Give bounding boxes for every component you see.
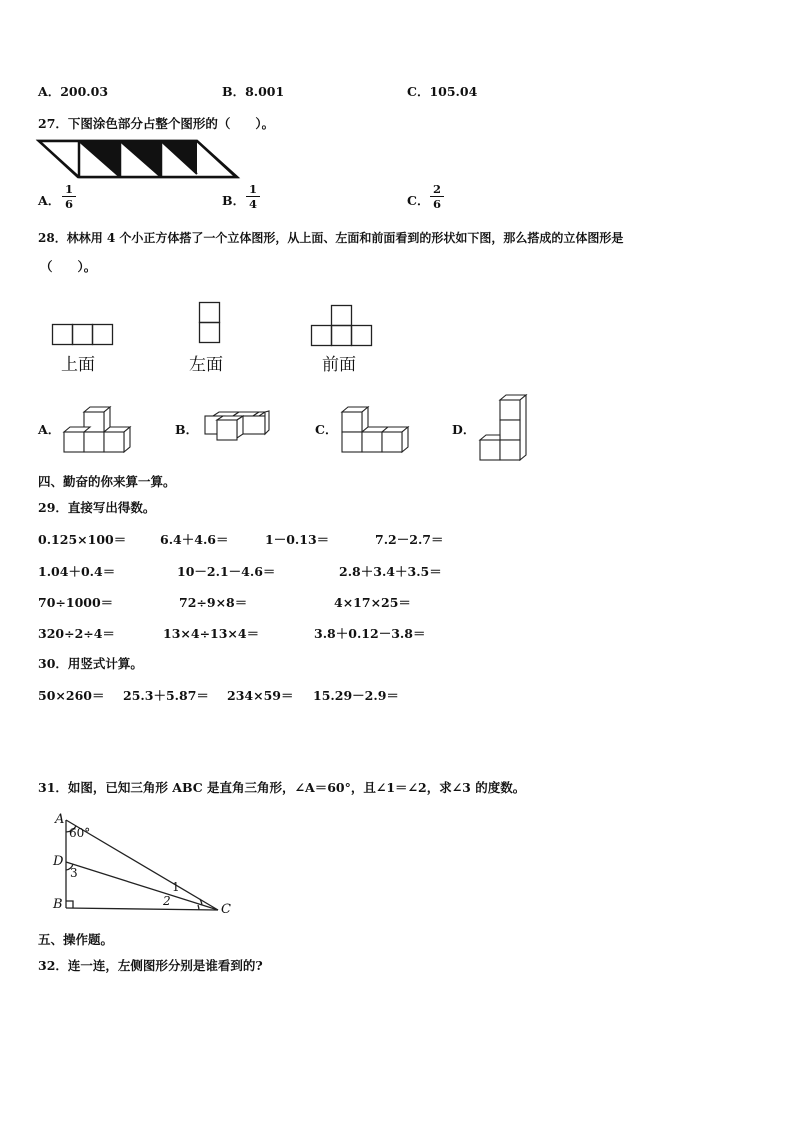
q29-r2-c3: 2.8＋3.4＋3.5＝ (339, 564, 442, 579)
q28-option-c-label: C． (315, 422, 338, 437)
q29-r1-c3: 1－0.13＝ (265, 532, 330, 547)
q26-option-b: B．8.001 (222, 84, 285, 99)
q31-label-2: 2 (163, 894, 171, 908)
q29-r2-c2: 10－2.1－4.6＝ (177, 564, 276, 579)
q26-option-a: A．200.03 (38, 84, 109, 99)
q27-b-denominator: 4 (248, 197, 257, 211)
q29-r2-c1: 1.04＋0.4＝ (38, 564, 116, 579)
section-4-heading: 四、勤奋的你来算一算。 (38, 474, 176, 489)
q28-front-view-caption: 前面 (322, 355, 356, 375)
q31-label-1: 1 (172, 880, 180, 894)
q29-r3-c2: 72÷9×8＝ (179, 595, 248, 610)
q30-item-4: 15.29－2.9＝ (313, 688, 399, 703)
q27-option-c-fraction (430, 183, 444, 210)
q31-label-3: 3 (70, 866, 78, 880)
q30-item-3: 234×59＝ (227, 688, 294, 703)
q30-item-1: 50×260＝ (38, 688, 105, 703)
q28-option-b-label: B． (175, 422, 199, 437)
q26-option-c: C．105.04 (407, 84, 478, 99)
q28-top-view-caption: 上面 (61, 355, 95, 375)
q27-a-numerator: 1 (64, 182, 73, 196)
q28-top-view (52, 324, 114, 346)
q27-option-b-fraction (246, 183, 260, 210)
q27-option-b-label: B． (222, 193, 246, 208)
q27-c-denominator: 6 (432, 197, 441, 211)
q29-r4-c3: 3.8＋0.12－3.8＝ (314, 626, 426, 641)
q29-r3-c3: 4×17×25＝ (334, 595, 411, 610)
q27-option-a-label: A． (38, 193, 61, 208)
q29-r3-c1: 70÷1000＝ (38, 595, 114, 610)
q30-stem: 30．用竖式计算。 (38, 656, 143, 671)
q28-option-d-solid (480, 394, 530, 460)
q31-stem: 31．如图，已知三角形 ABC 是直角三角形，∠A＝60°，且∠1＝∠2，求∠3 的度数。 (38, 780, 526, 795)
q29-r4-c1: 320÷2÷4＝ (38, 626, 115, 641)
q29-stem: 29．直接写出得数。 (38, 500, 156, 515)
q28-stem-line2: （ ）。 (40, 259, 97, 274)
q32-stem: 32．连一连，左侧图形分别是谁看到的? (38, 958, 263, 973)
q31-label-d: D (53, 854, 64, 869)
q31-label-a: A (55, 812, 65, 827)
q28-left-view (199, 302, 221, 344)
q29-r4-c2: 13×4÷13×4＝ (163, 626, 260, 641)
q29-r1-c2: 6.4＋4.6＝ (160, 532, 229, 547)
q27-a-denominator: 6 (64, 197, 73, 211)
section-5-heading: 五、操作题。 (38, 932, 114, 947)
q27-option-a-fraction (62, 183, 76, 210)
q31-label-angle-60: 60° (69, 826, 91, 840)
q28-option-a-solid (64, 406, 134, 452)
q28-left-view-caption: 左面 (189, 355, 223, 375)
q27-c-numerator: 2 (432, 182, 441, 196)
q31-label-b: B (53, 897, 63, 912)
q29-r1-c1: 0.125×100＝ (38, 532, 127, 547)
q28-option-c-solid (342, 406, 412, 452)
q28-stem-line1: 28．林林用 4 个小正方体搭了一个立体图形，从上面、左面和前面看到的形状如下图，那么搭成的立体图形是 (38, 231, 624, 245)
q27-b-numerator: 1 (248, 182, 257, 196)
q30-item-2: 25.3＋5.87＝ (123, 688, 209, 703)
q31-label-c: C (221, 902, 231, 917)
q28-option-b-solid (203, 412, 273, 442)
q27-stem: 27．下图涂色部分占整个图形的（ ）。 (38, 116, 275, 131)
q27-shaded-parallelogram (38, 140, 238, 178)
q28-option-a-label: A． (38, 422, 61, 437)
q28-front-view (311, 305, 373, 347)
q27-option-c-label: C． (407, 193, 430, 208)
q28-option-d-label: D． (452, 422, 476, 437)
q29-r1-c4: 7.2－2.7＝ (375, 532, 444, 547)
